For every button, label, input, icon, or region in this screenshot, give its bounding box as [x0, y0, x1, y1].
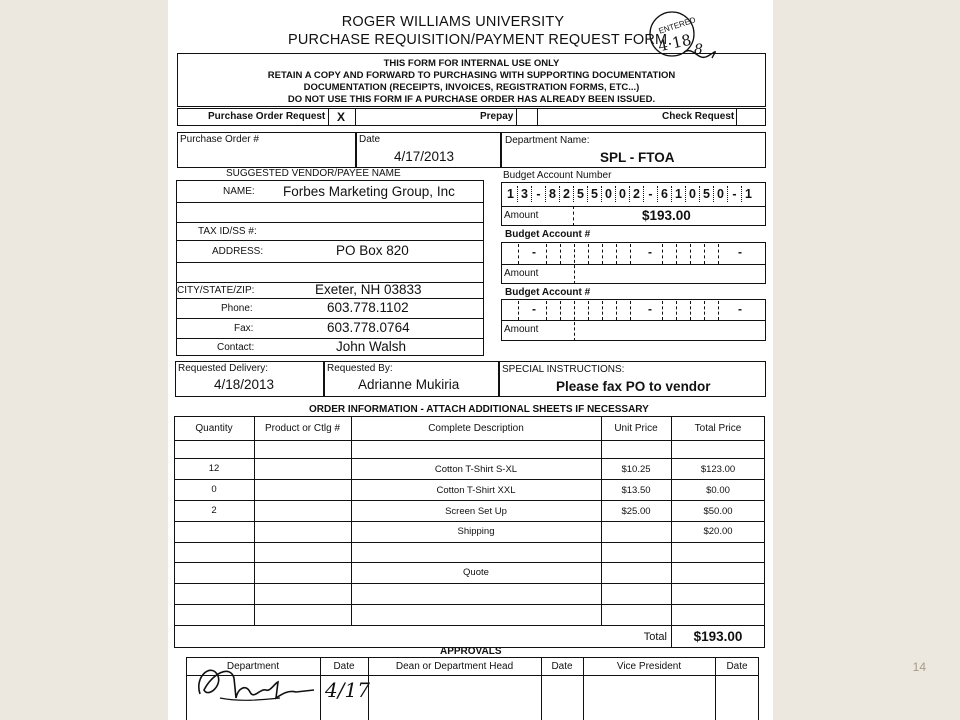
department-signature [190, 654, 320, 716]
order-section-label: ORDER INFORMATION - ATTACH ADDITIONAL SHEETS IF NECESSARY [309, 404, 649, 415]
phone-value: 603.778.1102 [327, 300, 409, 315]
signed-date: 4/17 [325, 678, 370, 702]
budget-account-2-label: Budget Account # [505, 229, 591, 240]
notice-line-2: RETAIN A COPY AND FORWARD TO PURCHASING WITH SUPPORTING DOCUMENTATION [267, 70, 676, 81]
special-instructions-value: Please fax PO to vendor [556, 379, 711, 394]
university-name: ROGER WILLIAMS UNIVERSITY [341, 14, 565, 30]
col-product: Product or Ctlg # [264, 423, 341, 434]
table-row [174, 584, 765, 605]
stamp-text: ENTERED [657, 15, 697, 36]
contact-value: John Walsh [336, 339, 407, 354]
col-quantity: Quantity [195, 423, 233, 434]
notice-line-3: DOCUMENTATION (RECEIPTS, INVOICES, REGISTRATION FORMS, ETC...) [303, 82, 640, 93]
col-description: Complete Description [428, 423, 524, 434]
check-request-label: Check Request [662, 111, 735, 122]
date-value: 4/17/2013 [394, 149, 455, 164]
requested-delivery-label: Requested Delivery: [178, 363, 269, 374]
tax-id-label: TAX ID/SS #: [198, 226, 257, 237]
table-row: Shipping $20.00 [457, 526, 733, 537]
department-label: Department Name: [505, 135, 590, 146]
prepay-checkbox[interactable] [516, 108, 538, 126]
total-value: $193.00 [693, 629, 743, 644]
budget-amount-value: $193.00 [642, 208, 691, 223]
requested-delivery-value: 4/18/2013 [214, 377, 275, 392]
table-row: 0 Cotton T-Shirt XXL $13.50 $0.00 [211, 484, 730, 496]
vendor-section-label: SUGGESTED VENDOR/PAYEE NAME [226, 168, 401, 179]
approval-date-3-label: Date [726, 661, 748, 672]
budget-amount-3-label: Amount [504, 324, 539, 335]
budget-amount-label: Amount [504, 210, 539, 221]
po-number-label: Purchase Order # [180, 134, 259, 145]
slide-number: 14 [912, 660, 926, 674]
stamp-date: 4·18 [656, 30, 693, 56]
address-label: ADDRESS: [212, 246, 264, 257]
table-row: 12 Cotton T-Shirt S-XL $10.25 $123.00 [208, 463, 736, 475]
approvals-label: APPROVALS [440, 646, 502, 657]
vendor-name-label: NAME: [223, 186, 255, 197]
budget-digits: 1 3 - 8 2 5 5 0 0 2 - 6 1 0 5 0 - 1 [507, 187, 752, 201]
fax-label: Fax: [234, 323, 254, 334]
phone-label: Phone: [221, 303, 253, 314]
table-row [174, 543, 765, 563]
approval-vp-label: Vice President [616, 661, 682, 672]
po-request-label: Purchase Order Request [208, 111, 326, 122]
budget-account-3-label: Budget Account # [505, 287, 591, 298]
approval-dean-label: Dean or Department Head [395, 661, 514, 672]
special-instructions-label: SPECIAL INSTRUCTIONS: [502, 364, 625, 375]
approval-department-label: Department [226, 661, 280, 672]
date-label: Date [359, 134, 381, 145]
prepay-label: Prepay [480, 111, 514, 122]
approval-date-label: Date [333, 661, 355, 672]
total-label: Total [643, 631, 667, 643]
address-value: PO Box 820 [336, 243, 409, 258]
col-total-price: Total Price [694, 423, 742, 434]
vendor-name-value: Forbes Marketing Group, Inc [283, 184, 455, 199]
city-label: CITY/STATE/ZIP: [177, 285, 255, 296]
po-request-mark: X [337, 110, 346, 124]
approval-date-2-label: Date [551, 661, 573, 672]
budget-amount-2-label: Amount [504, 268, 539, 279]
notice-line-4: DO NOT USE THIS FORM IF A PURCHASE ORDER HAS ALREADY BEEN ISSUED. [287, 94, 656, 105]
budget-account-2-box [501, 242, 766, 284]
check-request-checkbox[interactable] [736, 108, 766, 126]
budget-number-label: Budget Account Number [503, 170, 612, 181]
stamp-initials: 8 [694, 42, 703, 58]
table-row [174, 605, 765, 625]
col-unit-price: Unit Price [614, 423, 658, 434]
form-title: PURCHASE REQUISITION/PAYMENT REQUEST FORM [288, 32, 668, 48]
fax-value: 603.778.0764 [327, 320, 410, 335]
scanned-form-page: ROGER WILLIAMS UNIVERSITY PURCHASE REQUISITION/PAYMENT REQUEST FORM ENTERED 4·18 8 THIS FORM FOR INTERNAL USE ONLY RETAIN A COPY AND FORWARD TO PURCHASING WITH SUPPORTING DOCUMENTATION DOCUMENTATION (RECEIPTS, INVOICES, REGISTRATION FORMS, ETC...) DO NOT USE THIS FORM IF A PURCHASE ORDER HAS ALREADY BEEN ISSUED. Purchase Order Request X Prepay Check Request Purchase Order # Date 4/17/2013 Department Name: SPL - FTOA SUGGESTED VENDOR/PAYEE NAME NAME: Forbes Marketing Group, Inc TAX ID/SS #: ADDRESS: PO Box 820 CITY/STATE/ZIP: Exeter, NH 03833 Phone: 603.778.1102 Fax: 603.778.0764 Contact: John Walsh Budget Account Number 1 3 - 8 2 5 5 0 0 2 - 6 1 0 5 0 - 1 Amount $193.00 Budget Account # - - - Amount Budget Account # - - - Amount Requested Delivery: 4/18/2013 Requested By: Adrianne Mukiria SPECIAL INSTRUCTIONS: Please fax PO to vendor ORDER INFORMATION - ATTACH ADDITIONAL SHEETS IF NECESSARY Quantity Product or Ctlg # Complete Description Unit Price Total Price 12 Cotton T-Shirt S-XL $10.25 $123.00 0 Cotton T-Shirt XXL $13.50 $0.00 2 Screen Set Up $25.00 $50.00 Shipping $20.00 Quote Total $193.00 APPROVALS Department Date Dean or Department Head Date Vice President Date 4/17 [168, 0, 773, 720]
table-row: 2 Screen Set Up $25.00 $50.00 [211, 505, 733, 517]
notice-line-1: THIS FORM FOR INTERNAL USE ONLY [383, 58, 560, 69]
requested-by-label: Requested By: [327, 363, 393, 374]
city-value: Exeter, NH 03833 [315, 282, 422, 297]
table-row: Quote [463, 567, 489, 578]
requested-by-value: Adrianne Mukiria [358, 377, 460, 392]
department-value: SPL - FTOA [600, 150, 675, 165]
contact-label: Contact: [217, 342, 255, 353]
